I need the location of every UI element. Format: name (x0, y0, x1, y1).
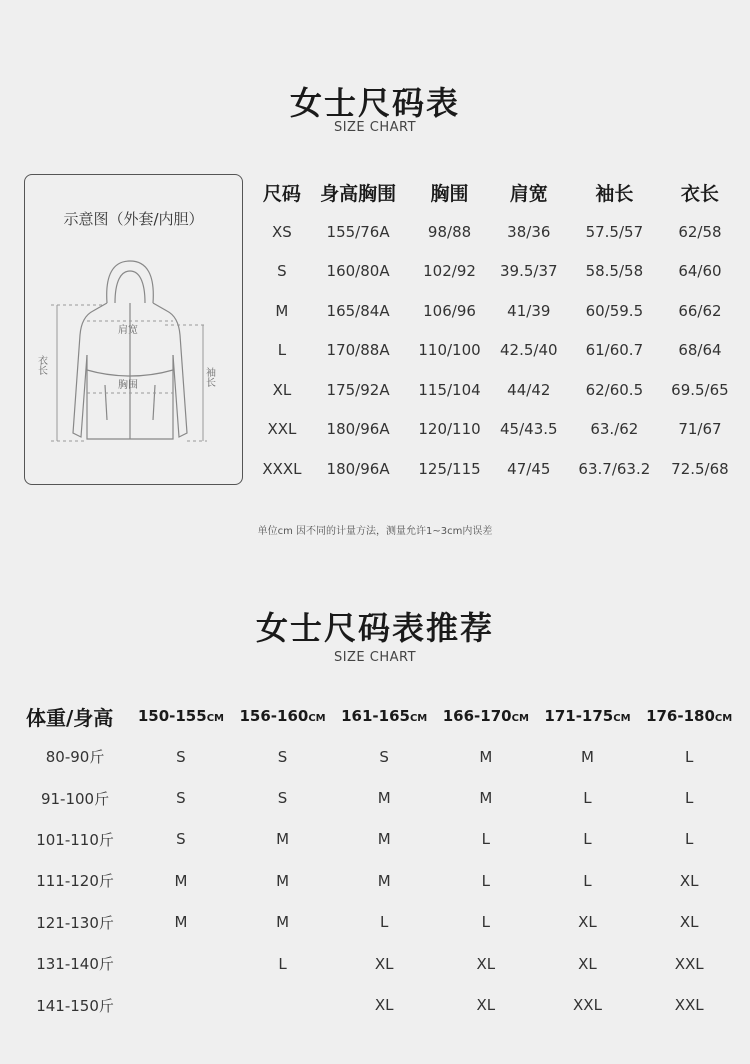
table-cell: 58.5/58 (585, 262, 644, 281)
recommended-size (232, 984, 334, 1025)
table-cell: 69.5/65 (671, 380, 729, 399)
table-cell: XL (272, 380, 292, 399)
header-length: 衣长 (680, 182, 719, 205)
table-cell: 42.5/40 (500, 341, 558, 360)
height-unit: CM (714, 713, 733, 724)
weight-range: 80-90斤 (45, 748, 105, 767)
recommended-size: XXL (674, 954, 704, 973)
table-cell: 98/88 (427, 222, 472, 241)
recommended-size: M (276, 913, 290, 932)
recommended-size: S (176, 830, 186, 849)
recommended-size: L (684, 747, 694, 766)
size-table-header (256, 172, 738, 212)
recommended-size: M (479, 789, 493, 808)
recommended-size: S (277, 789, 288, 808)
table-cell: 180/96A (326, 459, 390, 478)
table-row (20, 943, 740, 984)
table-cell: 160/80A (326, 262, 390, 281)
recommended-size: L (481, 830, 491, 849)
table-cell: 72.5/68 (671, 459, 729, 478)
shoulder-label: 肩宽 (118, 325, 138, 336)
recommended-size: L (583, 871, 592, 890)
table-row (20, 902, 740, 943)
jacket-diagram (24, 174, 243, 485)
header-height-chest: 身高胸围 (320, 182, 397, 205)
height-range: 150-155 (137, 707, 207, 725)
header-sleeve: 袖长 (595, 182, 634, 205)
length-label: 衣长 (35, 355, 47, 375)
recommended-size (130, 984, 232, 1025)
recommend-table (20, 696, 740, 1026)
table-cell: 39.5/37 (500, 262, 558, 281)
table-cell: 102/92 (423, 262, 476, 281)
height-unit: CM (409, 713, 428, 724)
table-row (256, 291, 738, 331)
table-row (20, 736, 740, 777)
weight-range: 141-150斤 (36, 996, 114, 1015)
height-column-header (333, 696, 435, 736)
recommended-size: XL (476, 996, 496, 1015)
recommended-size (130, 943, 232, 984)
size-chart-title: 女士尺码表 (289, 84, 460, 122)
recommended-size: XXL (573, 996, 602, 1015)
table-cell: 44/42 (507, 380, 551, 399)
recommended-size: S (176, 747, 186, 766)
diagram-label: 示意图（外套/内胆） (63, 210, 204, 228)
measurement-note: 单位cm 因不同的计量方法，测量允许1~3cm内误差 (257, 526, 493, 537)
recommended-size: L (278, 954, 287, 973)
header-size: 尺码 (262, 182, 301, 205)
recommend-chart-title: 女士尺码表推荐 (255, 609, 494, 647)
height-unit: CM (613, 713, 631, 724)
recommend-chart-subtitle: SIZE CHART (333, 650, 417, 665)
recommended-size: XL (679, 913, 699, 932)
header-weight-height: 体重/身高 (26, 705, 114, 730)
recommended-size: L (380, 913, 389, 932)
table-cell: 71/67 (678, 420, 722, 439)
table-cell: 47/45 (507, 459, 551, 478)
height-range: 156-160 (239, 707, 309, 725)
table-cell: 63.7/63.2 (578, 459, 651, 478)
table-cell: 62/60.5 (585, 380, 644, 399)
table-cell: 38/36 (507, 222, 551, 241)
table-cell: 106/96 (423, 301, 476, 320)
weight-range: 131-140斤 (36, 955, 114, 974)
recommended-size: XL (374, 954, 394, 973)
height-range: 171-175 (544, 707, 614, 725)
recommended-size: XL (374, 996, 394, 1015)
height-column-header (537, 696, 639, 736)
table-row (256, 212, 738, 252)
size-table (256, 172, 738, 489)
table-cell: 110/100 (418, 341, 481, 360)
height-unit: CM (206, 713, 224, 724)
weight-range: 111-120斤 (36, 872, 114, 891)
recommended-size: L (481, 871, 491, 890)
recommended-size: L (583, 830, 592, 849)
table-row (20, 860, 740, 901)
recommended-size: M (479, 747, 493, 766)
recommended-size: M (174, 871, 188, 890)
table-cell: XS (272, 222, 292, 241)
recommended-size: XL (679, 871, 699, 890)
table-cell: 115/104 (418, 380, 481, 399)
height-range: 166-170 (442, 707, 512, 725)
recommended-size: M (377, 789, 391, 808)
chest-label: 胸围 (118, 380, 138, 391)
table-row (20, 819, 740, 860)
height-range: 176-180 (646, 707, 715, 725)
recommended-size: S (379, 747, 389, 766)
recommend-table-header (20, 696, 740, 736)
table-cell: 64/60 (678, 262, 722, 281)
table-cell: 61/60.7 (585, 341, 644, 360)
table-cell: 68/64 (678, 341, 722, 360)
recommended-size: L (481, 913, 491, 932)
recommended-size: M (377, 871, 391, 890)
table-cell: 45/43.5 (500, 420, 558, 439)
height-column-header (638, 696, 740, 736)
recommended-size: L (583, 789, 592, 808)
table-row (20, 984, 740, 1025)
header-chest: 胸围 (430, 182, 469, 205)
recommended-size: M (174, 913, 188, 932)
sleeve-label: 袖长 (203, 367, 215, 387)
recommended-size: XL (476, 954, 496, 973)
table-cell: 175/92A (326, 380, 390, 399)
table-row (256, 252, 738, 292)
height-column-header (130, 696, 232, 736)
table-row (20, 777, 740, 818)
table-cell: M (275, 301, 289, 320)
recommended-size: M (276, 830, 290, 849)
table-cell: L (277, 341, 287, 360)
height-range: 161-165 (341, 707, 410, 725)
table-cell: 155/76A (326, 222, 390, 241)
table-cell: XXXL (262, 459, 302, 478)
table-cell: 180/96A (326, 420, 390, 439)
weight-range: 101-110斤 (36, 830, 114, 849)
recommended-size: S (176, 789, 186, 808)
table-cell: 120/110 (418, 420, 481, 439)
table-cell: S (277, 262, 287, 281)
table-cell: 60/59.5 (585, 301, 644, 320)
table-row (256, 370, 738, 410)
weight-range: 121-130斤 (36, 913, 114, 932)
recommended-size: XXL (674, 996, 704, 1015)
table-cell: 125/115 (418, 459, 481, 478)
height-column-header (435, 696, 537, 736)
table-row (256, 331, 738, 371)
table-cell: 57.5/57 (585, 222, 644, 241)
recommended-size: L (684, 789, 694, 808)
recommended-size: S (277, 747, 288, 766)
recommended-size: M (377, 830, 391, 849)
recommended-size: XL (578, 913, 597, 932)
jacket-outline-icon (25, 175, 244, 486)
recommended-size: M (581, 747, 594, 766)
weight-range: 91-100斤 (40, 789, 110, 808)
height-unit: CM (511, 713, 529, 724)
table-cell: XXL (267, 420, 297, 439)
table-row (256, 449, 738, 489)
table-cell: 63./62 (590, 420, 639, 439)
recommended-size: M (276, 871, 290, 890)
size-chart-subtitle: SIZE CHART (333, 120, 417, 135)
header-shoulder: 肩宽 (509, 182, 548, 205)
table-cell: 66/62 (678, 301, 722, 320)
table-cell: 165/84A (326, 301, 390, 320)
height-unit: CM (308, 713, 326, 724)
table-cell: 170/88A (326, 341, 390, 360)
table-row (256, 410, 738, 450)
recommended-size: XL (578, 954, 597, 973)
height-column-header (232, 696, 334, 736)
recommended-size: L (684, 830, 694, 849)
table-cell: 41/39 (507, 301, 551, 320)
table-cell: 62/58 (678, 222, 722, 241)
